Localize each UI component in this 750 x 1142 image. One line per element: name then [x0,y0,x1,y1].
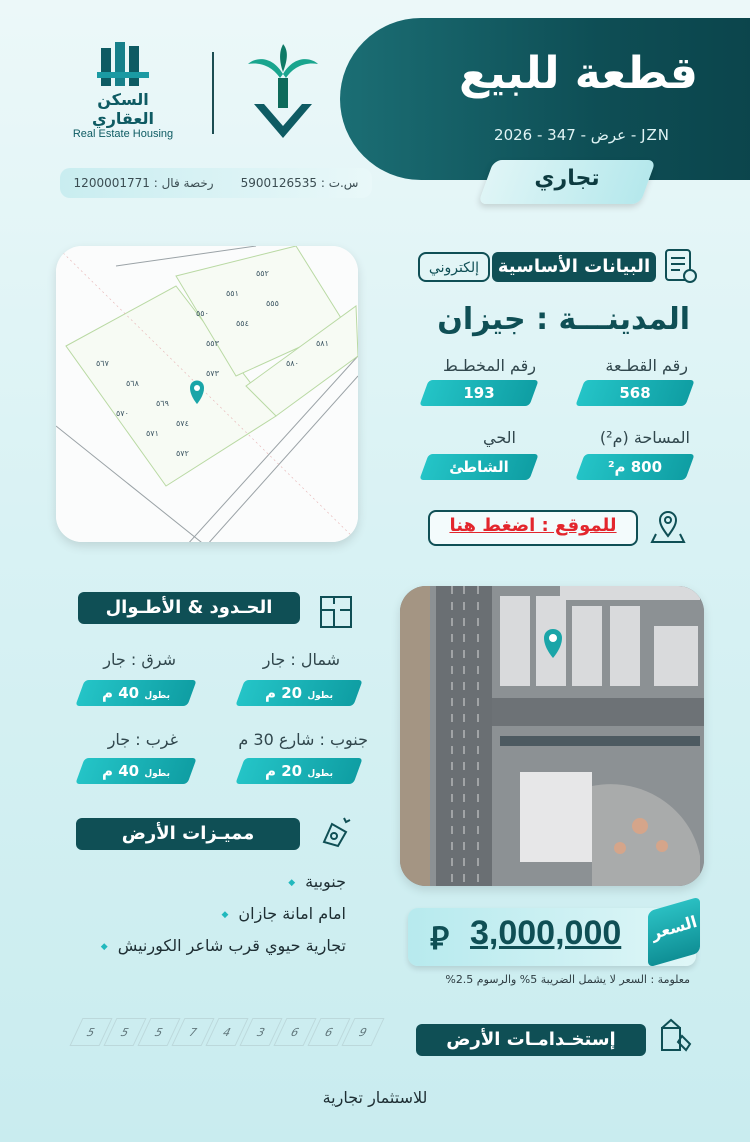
district-value: الشاطئ [449,458,509,476]
north-label: شمال : جار [262,650,340,669]
south-length [240,758,358,784]
svg-text:٥٧٤: ٥٧٤ [176,419,189,428]
north-len-prefix: بطول [307,691,333,701]
svg-text:٥٥٠: ٥٥٠ [196,309,209,318]
floor-plan-icon [316,592,356,632]
west-len-value: 40 م [102,762,140,780]
east-label: شرق : جار [103,650,176,669]
svg-text:٥٥٤: ٥٥٤ [236,319,249,328]
license-bar [60,168,372,198]
company-logo [68,42,178,142]
commercial-registration: س.ت : 5900126535 [240,176,359,190]
header-ribbon [340,18,750,180]
east-length [80,680,192,706]
svg-text:٥٨١: ٥٨١ [316,339,329,348]
plan-number-label: رقم المخطـط [442,356,536,375]
svg-text:٥٧١: ٥٧١ [146,429,159,438]
code-digit-8: 6 [307,1018,350,1046]
map-pin-icon [648,506,688,546]
offer-reference: عرض - 347 - 2026 - JZN [494,126,670,144]
plan-number-value: 193 [463,384,495,402]
svg-text:٥٦٧: ٥٦٧ [96,359,109,368]
south-len-value: 20 م [265,762,303,780]
west-len-prefix: بطول [144,769,170,779]
south-len-prefix: بطول [307,769,333,779]
area-value: 800 م² [607,458,663,476]
company-name-en: Real Estate Housing [72,128,174,140]
code-digit-7: 6 [273,1018,316,1046]
west-length [80,758,192,784]
code-digit-9: 9 [341,1018,384,1046]
satellite-map[interactable] [400,586,704,886]
svg-text:٥٧٢: ٥٧٢ [176,449,189,458]
north-length [240,680,358,706]
code-digit-4: 7 [171,1018,214,1046]
svg-text:٥٧٠: ٥٧٠ [116,409,129,418]
logo-divider [212,52,214,134]
features-icon [316,812,356,852]
svg-text:٥٧٣: ٥٧٣ [206,369,219,378]
feature-item-1: جنوبية ◆ [288,872,346,891]
usage-title: إستخـدامـات الأرض [416,1024,646,1056]
plot-number-label: رقم القطـعة [605,356,688,375]
north-len-value: 20 م [265,684,303,702]
svg-text:٥٦٩: ٥٦٩ [156,399,169,408]
svg-text:٥٥٣: ٥٥٣ [206,339,219,348]
page-title: قطعة للبيع [459,48,698,99]
building-logo-icon [97,42,149,90]
city-label: المدينـــة : جيزان [437,302,690,337]
price-note: معلومة : السعر لا يشمل الضريبة 5% والرسوم 2.5% [445,973,690,986]
svg-text:٥٦٨: ٥٦٨ [126,379,139,388]
document-icon [660,246,700,286]
district-label: الحي [483,428,516,447]
usage-value: للاستثمار تجارية [322,1088,428,1107]
category-tag: تجاري [534,166,600,191]
palm-emblem-icon [246,44,320,140]
plan-map[interactable] [56,246,358,542]
south-label: جنوب : شارع 30 م [238,730,368,749]
code-digit-6: 3 [239,1018,282,1046]
code-digit-3: 5 [137,1018,180,1046]
riyal-icon: ⃁ [430,919,450,957]
plot-number-value: 568 [619,384,651,402]
feature-item-2: امام امانة جازان ◆ [222,904,347,923]
code-strip [76,1018,386,1048]
electronic-badge: إلكتروني [418,252,490,282]
code-digit-5: 4 [205,1018,248,1046]
fal-license: رخصة فال : 1200001771 [73,176,214,190]
svg-text:٥٨٠: ٥٨٠ [286,359,299,368]
location-link[interactable]: للموقع : اضغط هنا [449,515,617,536]
east-len-value: 40 م [102,684,140,702]
company-name-ar: السكن العقاري [92,90,154,128]
feature-item-3: تجارية حيوي قرب شاعر الكورنيش ◆ [101,936,346,955]
west-label: غرب : جار [107,730,178,749]
area-label: المساحة (م²) [599,428,690,447]
code-digit-1: 5 [69,1018,112,1046]
basic-data-title: البيانات الأساسية [492,252,656,282]
svg-text:٥٥٢: ٥٥٢ [256,269,269,278]
features-title: مميـزات الأرض [76,818,300,850]
east-len-prefix: بطول [144,691,170,701]
svg-text:٥٥١: ٥٥١ [226,289,239,298]
code-digit-2: 5 [103,1018,146,1046]
usage-icon [656,1016,696,1056]
price-value: 3,000,000 [470,914,622,952]
price-label: السعر [648,911,700,944]
svg-text:٥٥٥: ٥٥٥ [266,299,279,308]
bounds-title: الحـدود & الأطـوال [78,592,300,624]
